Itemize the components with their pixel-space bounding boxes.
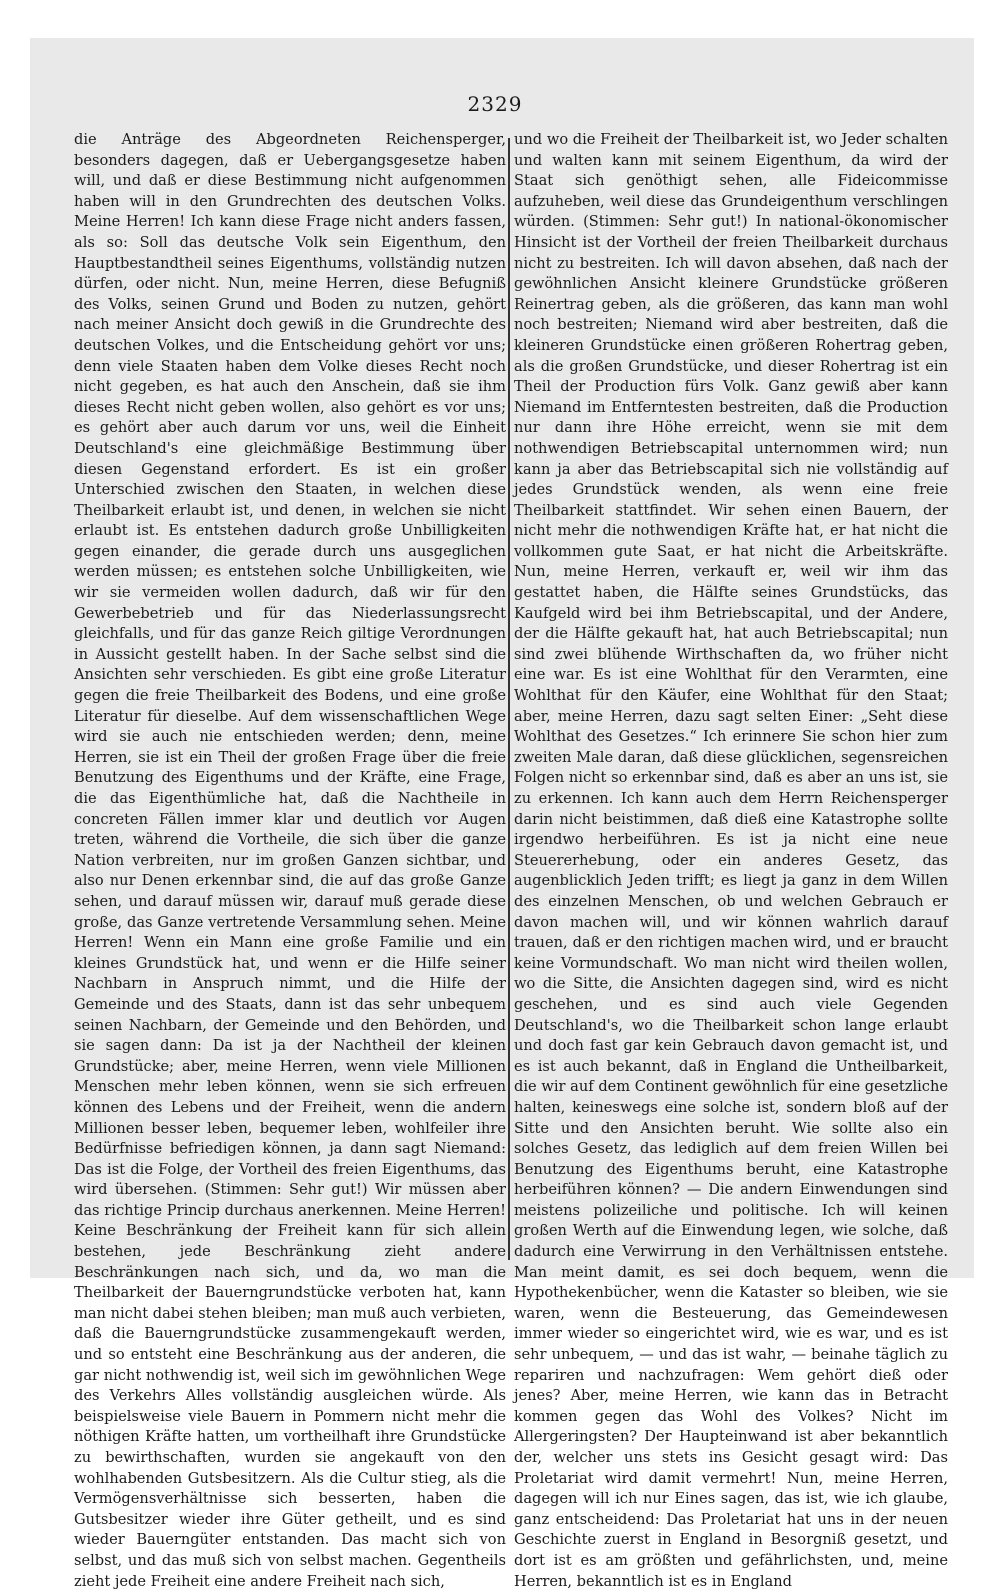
text-column-right [514, 130, 948, 1590]
text-column-left [74, 130, 506, 1590]
page-number: 2329 [467, 92, 523, 116]
column-divider [508, 138, 510, 1260]
left-column-text: die Anträge des Abgeordneten Reichensperger, besonders dagegen, daß er Uebergangsgesetze haben will, und daß er diese Bestimmung nicht aufgenommen haben will in den Grundrechten des deutschen Volks. Meine Herren! Ich kann diese Frage nicht anders fassen, als so: Soll das deutsche Volk sein Eigenthum, den Hauptbestandtheil seines Eigenthums, vollständig nutzen dürfen, oder nicht. Nun, meine Herren, diese Befugniß des Volks, seinen Grund und Boden zu nutzen, gehört nach meiner Ansicht doch gewiß in die Grundrechte des deutschen Volkes, und die Entscheidung gehört vor uns; denn viele Staaten haben dem Volke dieses Recht noch nicht gegeben, es hat auch den Anschein, daß sie ihm dieses Recht nicht geben wollen, also gehört es vor uns; es gehört aber auch darum vor uns, weil die Einheit Deutschland's eine gleichmäßige Bestimmung über diesen Gegenstand erfordert. Es ist ein großer Unterschied zwischen den Staaten, in welchen diese Theilbarkeit erlaubt ist, und denen, in welchen sie nicht erlaubt ist. Es entstehen dadurch große Unbilligkeiten gegen einander, die gerade durch uns ausgeglichen werden müssen; es entstehen solche Unbilligkeiten, wie wir sie vermeiden wollen dadurch, daß wir für den Gewerbebetrieb und für das Niederlassungsrecht gleichfalls, und für das ganze Reich giltige Verordnungen in Aussicht gestellt haben. In der Sache selbst sind die Ansichten sehr verschieden. Es gibt eine große Literatur gegen die freie Theilbarkeit des Bodens, und eine große Literatur für dieselbe. Auf dem wissenschaftlichen Wege wird sie auch nie entschieden werden; denn, meine Herren, sie ist ein Theil der großen Frage über die freie Benutzung des Eigenthums und der Kräfte, eine Frage, die das Eigenthümliche hat, daß die Nachtheile in concreten Fällen immer klar und deutlich vor Augen treten, während die Vortheile, die sich über die ganze Nation verbreiten, nur im großen Ganzen sichtbar, und also nur Denen erkennbar sind, die auf das große Ganze sehen, und darauf müssen wir, darauf muß gerade diese große, das Ganze vertretende Versammlung sehen. Meine Herren! Wenn ein Mann eine große Familie und ein kleines Grundstück hat, und wenn er die Hilfe seiner Nachbarn in Anspruch nimmt, und die Hilfe der Gemeinde und des Staats, dann ist das sehr unbequem seinen Nachbarn, der Gemeinde und den Behörden, und sie sagen dann: Da ist ja der Nachtheil der kleinen Grundstücke; aber, meine Herren, wenn viele Millionen Menschen mehr leben können, wenn sie sich erfreuen können des Lebens und der Freiheit, wenn die andern Millionen besser leben, bequemer leben, wohlfeiler ihre Bedürfnisse befriedigen können, ja dann sagt Niemand: Das ist die Folge, der Vortheil des freien Eigenthums, das wird übersehen. (Stimmen: Sehr gut!) Wir müssen aber das richtige Princip durchaus anerkennen. Meine Herren! Keine Beschränkung der Freiheit kann für sich allein bestehen, jede Beschränkung zieht andere Beschränkungen nach sich, und da, wo man die Theilbarkeit der Bauerngrundstücke verboten hat, kann man nicht dabei stehen bleiben; man muß auch verbieten, daß die Bauerngrundstücke zusammengekauft werden, und so entsteht eine Beschränkung aus der anderen, die gar nicht nothwendig ist, weil sich im gewöhnlichen Wege des Verkehrs Alles vollständig ausgleichen würde. Als beispielsweise viele Bauern in Pommern nicht mehr die nöthigen Kräfte hatten, um vortheilhaft ihre Grundstücke zu bewirthschaften, wurden sie angekauft von den wohlhabenden Gutsbesitzern. Als die Cultur stieg, als die Vermögensverhältnisse sich besserten, haben die Gutsbesitzer wieder ihre Güter getheilt, und es sind wieder Bauerngüter entstanden. Das macht sich von selbst, und das muß sich von selbst machen. Gegentheils zieht jede Freiheit eine andere Freiheit nach sich, [74, 131, 506, 1590]
right-column-text: und wo die Freiheit der Theilbarkeit ist, wo Jeder schalten und walten kann mit seinem Eigenthum, da wird der Staat sich genöthigt sehen, alle Fideicommisse aufzuheben, weil diese das Grundeigenthum verschlingen würden. (Stimmen: Sehr gut!) In national-ökonomischer Hinsicht ist der Vortheil der freien Theilbarkeit durchaus nicht zu bestreiten. Ich will davon absehen, daß nach der gewöhnlichen Ansicht kleinere Grundstücke größeren Reinertrag geben, als die größeren, das kann man wohl noch bestreiten; Niemand wird aber bestreiten, daß die kleineren Grundstücke einen größeren Rohertrag geben, als die großen Grundstücke, und dieser Rohertrag ist ein Theil der Production fürs Volk. Ganz gewiß aber kann Niemand im Entferntesten bestreiten, daß die Production nur dann ihre Höhe erreicht, wenn sie mit dem nothwendigen Betriebscapital unternommen wird; nun kann ja aber das Betriebscapital sich nie vollständig auf jedes Grundstück wenden, als wenn eine freie Theilbarkeit stattfindet. Wir sehen einen Bauern, der nicht mehr die nothwendigen Kräfte hat, er hat nicht die vollkommen gute Saat, er hat nicht die Arbeitskräfte. Nun, meine Herren, verkauft er, weil wir ihm das gestattet haben, die Hälfte seines Grundstücks, das Kaufgeld wird bei ihm Betriebscapital, und der Andere, der die Hälfte gekauft hat, hat auch Betriebscapital; nun sind zwei blühende Wirthschaften da, wo früher nicht eine war. Es ist eine Wohlthat für den Verarmten, eine Wohlthat für den Käufer, eine Wohlthat für den Staat; aber, meine Herren, dazu sagt selten Einer: „Seht diese Wohlthat des Gesetzes.“ Ich erinnere Sie schon hier zum zweiten Male daran, daß diese glücklichen, segensreichen Folgen nicht so erkennbar sind, daß es aber an uns ist, sie zu erkennen. Ich kann auch dem Herrn Reichensperger darin nicht beistimmen, daß dieß eine Katastrophe sollte irgendwo herbeiführen. Es ist ja nicht eine neue Steuererhebung, oder ein anderes Gesetz, das augenblicklich Jeden trifft; es liegt ja ganz in dem Willen des einzelnen Menschen, ob und welchen Gebrauch er davon machen will, und wir können wahrlich darauf trauen, daß er den richtigen machen wird, und er braucht keine Vormundschaft. Wo man nicht wird theilen wollen, wo die Sitte, die Ansichten dagegen sind, wird es nicht geschehen, und es sind auch viele Gegenden Deutschland's, wo die Theilbarkeit schon lange erlaubt und doch fast gar kein Gebrauch davon gemacht ist, und es ist auch bekannt, daß in England die Untheilbarkeit, die wir auf dem Continent gewöhnlich für eine gesetzliche halten, keineswegs eine solche ist, sondern bloß auf der Sitte und den Ansichten beruht. Wie sollte also ein solches Gesetz, das lediglich auf dem freien Willen bei Benutzung des Eigenthums beruht, eine Katastrophe herbeiführen können? — Die andern Einwendungen sind meistens polizeiliche und politische. Ich will keinen großen Werth auf die Einwendung legen, wie solche, daß dadurch eine Verwirrung in den Verhältnissen entstehe. Man meint damit, es sei doch bequem, wenn die Hypothekenbücher, wenn die Kataster so bleiben, wie sie waren, wenn die Besteuerung, das Gemeindewesen immer wieder so eingerichtet wird, wie es war, und es ist sehr unbequem, — und das ist wahr, — beinahe täglich zu repariren und nachzufragen: Wem gehört dieß oder jenes? Aber, meine Herren, wie kann das in Betracht kommen gegen das Wohl des Volkes? Nicht im Allergeringsten? Der Haupteinwand ist aber bekanntlich der, welcher uns stets ins Gesicht gesagt wird: Das Proletariat wird damit vermehrt! Nun, meine Herren, dagegen will ich nur Eines sagen, das ist, wie ich glaube, ganz entscheidend: Das Proletariat hat uns in der neuen Geschichte zuerst in England in Besorgniß gesetzt, und dort ist es am größten und gefährlichsten, und, meine Herren, bekanntlich ist es in England [514, 131, 948, 1590]
